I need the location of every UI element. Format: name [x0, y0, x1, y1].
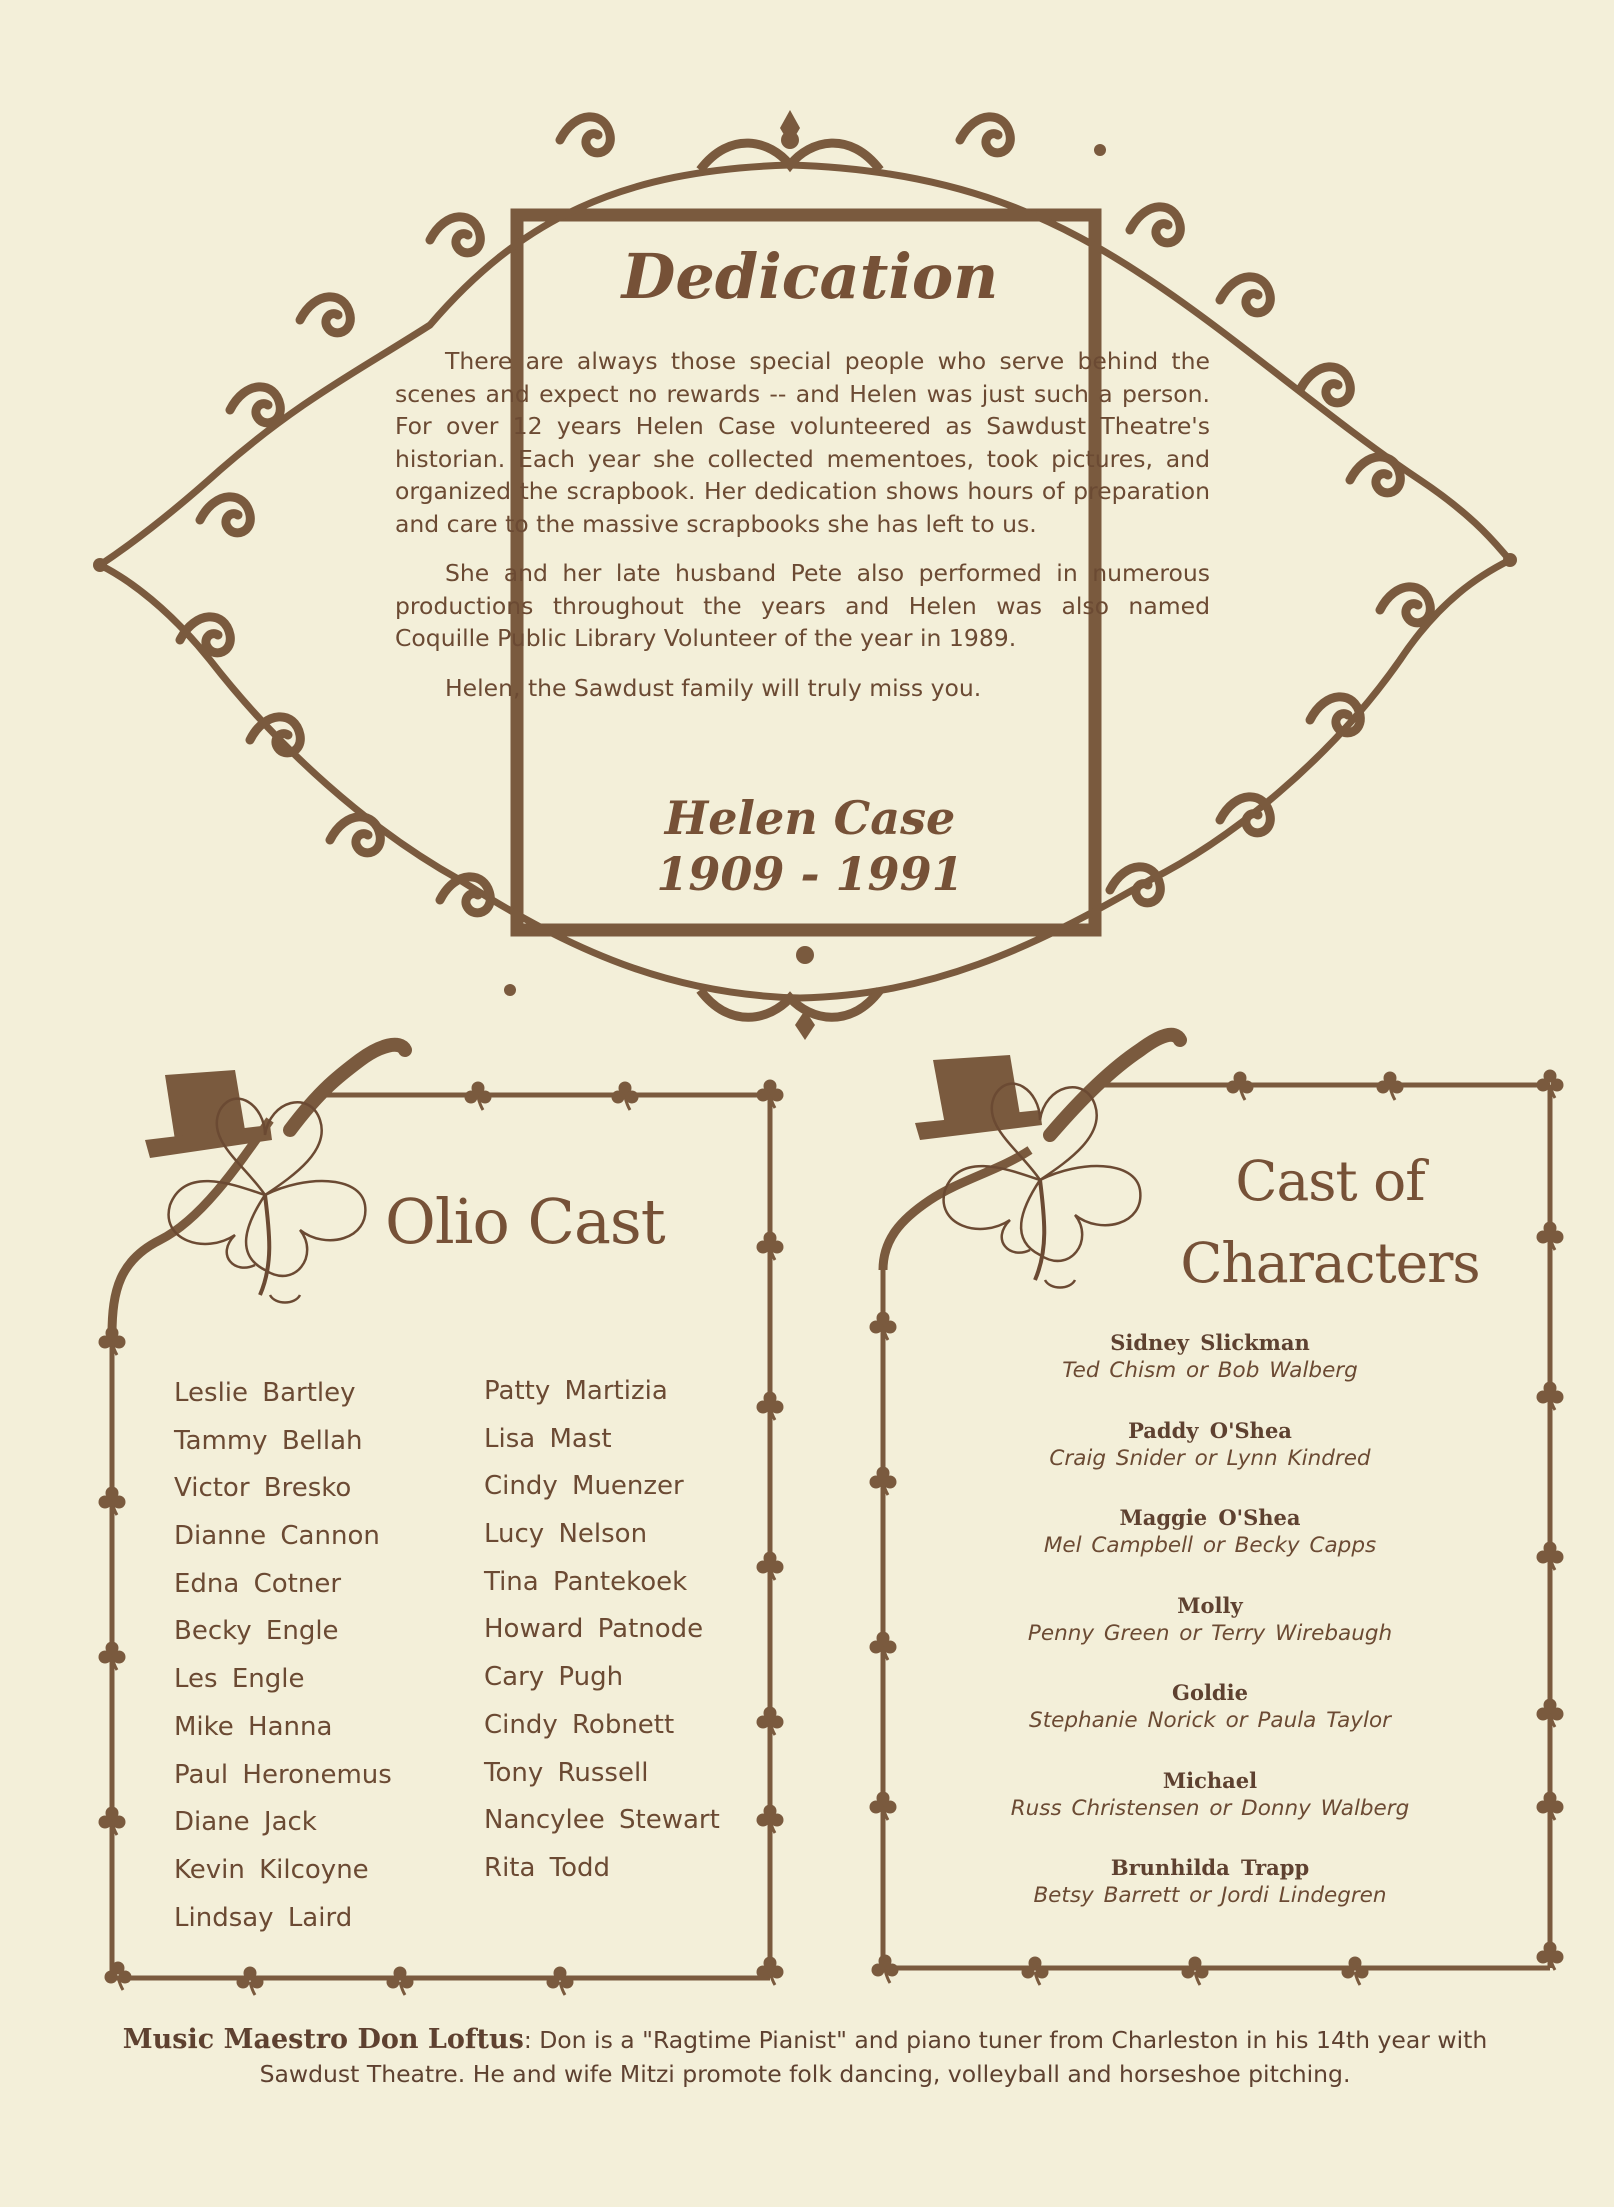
role-entry [960, 1855, 1460, 1943]
dedication-paragraph: She and her late husband Pete also performed in numerous productions throughout the years and Helen was also named Coquille Public Library Volunteer of the year in 1989. [395, 559, 1210, 652]
music-maestro-lead: Music Maestro Don Loftus [122, 2024, 524, 2055]
cast-member: Paul Heronemus [174, 1759, 392, 1790]
cast-member: Patty Martizia [484, 1376, 668, 1406]
role-name: Paddy O'Shea [1128, 1417, 1292, 1443]
role-actors: Mel Campbell or Becky Capps [1043, 1533, 1377, 1558]
cast-member: Edna Cotner [174, 1568, 342, 1599]
dedication-title: Dedication [621, 240, 999, 313]
dedication-paragraph: Helen, the Sawdust family will truly miss you. [445, 673, 982, 702]
honoree-block [560, 790, 1060, 902]
role-name: Sidney Slickman [1110, 1330, 1310, 1355]
role-actors: Stephanie Norick or Paula Taylor [1029, 1708, 1391, 1733]
cast-member: Cary Pugh [484, 1662, 624, 1693]
cast-member: Leslie Bartley [174, 1378, 356, 1408]
cast-member: Cindy Muenzer [484, 1471, 684, 1502]
cast-member: Mike Hanna [174, 1711, 333, 1742]
cast-member: Les Engle [174, 1664, 305, 1695]
role-entry [960, 1593, 1460, 1681]
honoree-name: Helen Case [664, 791, 956, 845]
role-entry [960, 1505, 1460, 1593]
cast-member: Victor Bresko [174, 1473, 352, 1504]
cast-member: Kevin Kilcoyne [174, 1854, 369, 1885]
role-entry [960, 1768, 1460, 1856]
cast-of-characters-title [1180, 1140, 1480, 1304]
music-maestro-note [75, 2023, 1535, 2091]
cast-title-line-2: Characters [1180, 1231, 1480, 1295]
cast-member: Cindy Robnett [484, 1709, 675, 1740]
cast-member: Howard Patnode [484, 1614, 704, 1645]
cast-member: Lucy Nelson [484, 1519, 648, 1550]
dedication-paragraph: There are always those special people who serve behind the scenes and expect no rewards -- and Helen was just such a person. For over 12 years Helen Case volunteered as Sawdust Theatre's historian. Each year she collected mementoes, took pictures, and organized the scrapbook. Her dedication shows hours of preparation and care to the massive scrapbooks she has left to us. [395, 347, 1210, 538]
cast-member: Lisa Mast [484, 1423, 612, 1454]
role-actors: Russ Christensen or Donny Walberg [1010, 1795, 1410, 1821]
role-list [960, 1330, 1460, 1943]
role-name: Molly [1177, 1592, 1243, 1618]
dedication-body [395, 345, 1210, 721]
role-actors: Ted Chism or Bob Walberg [1062, 1358, 1358, 1383]
role-entry [960, 1418, 1460, 1506]
role-name: Brunhilda Trapp [1110, 1855, 1310, 1880]
music-maestro-text: : Don is a "Ragtime Pianist" and piano tuner from Charleston in his 14th year with Sawdust Theatre. He and wife Mitzi promote folk dancing, volleyball and horseshoe pitching. [259, 2026, 1488, 2088]
role-entry [960, 1330, 1460, 1418]
cast-member: Diane Jack [174, 1807, 317, 1838]
role-name: Maggie O'Shea [1119, 1505, 1301, 1530]
role-name: Michael [1162, 1767, 1258, 1793]
cast-member: Becky Engle [174, 1616, 339, 1647]
cast-member: Nancylee Stewart [484, 1805, 720, 1836]
cast-member: Dianne Cannon [174, 1521, 380, 1552]
olio-cast-column-1 [174, 1370, 392, 1942]
cast-title-line-1: Cast of [1235, 1149, 1425, 1213]
honoree-years: 1909 - 1991 [656, 847, 964, 901]
cast-member: Rita Todd [484, 1852, 611, 1883]
role-name: Goldie [1172, 1680, 1248, 1705]
olio-cast-column-2 [484, 1368, 720, 1893]
cast-member: Lindsay Laird [174, 1902, 353, 1933]
role-actors: Penny Green or Terry Wirebaugh [1027, 1620, 1393, 1646]
cast-member: Tina Pantekoek [484, 1566, 688, 1597]
role-actors: Craig Snider or Lynn Kindred [1049, 1445, 1371, 1471]
cast-member: Tammy Bellah [174, 1425, 363, 1456]
role-actors: Betsy Barrett or Jordi Lindegren [1033, 1883, 1387, 1908]
olio-cast-title: Olio Cast [385, 1185, 665, 1258]
cast-member: Tony Russell [484, 1757, 649, 1788]
role-entry [960, 1680, 1460, 1768]
